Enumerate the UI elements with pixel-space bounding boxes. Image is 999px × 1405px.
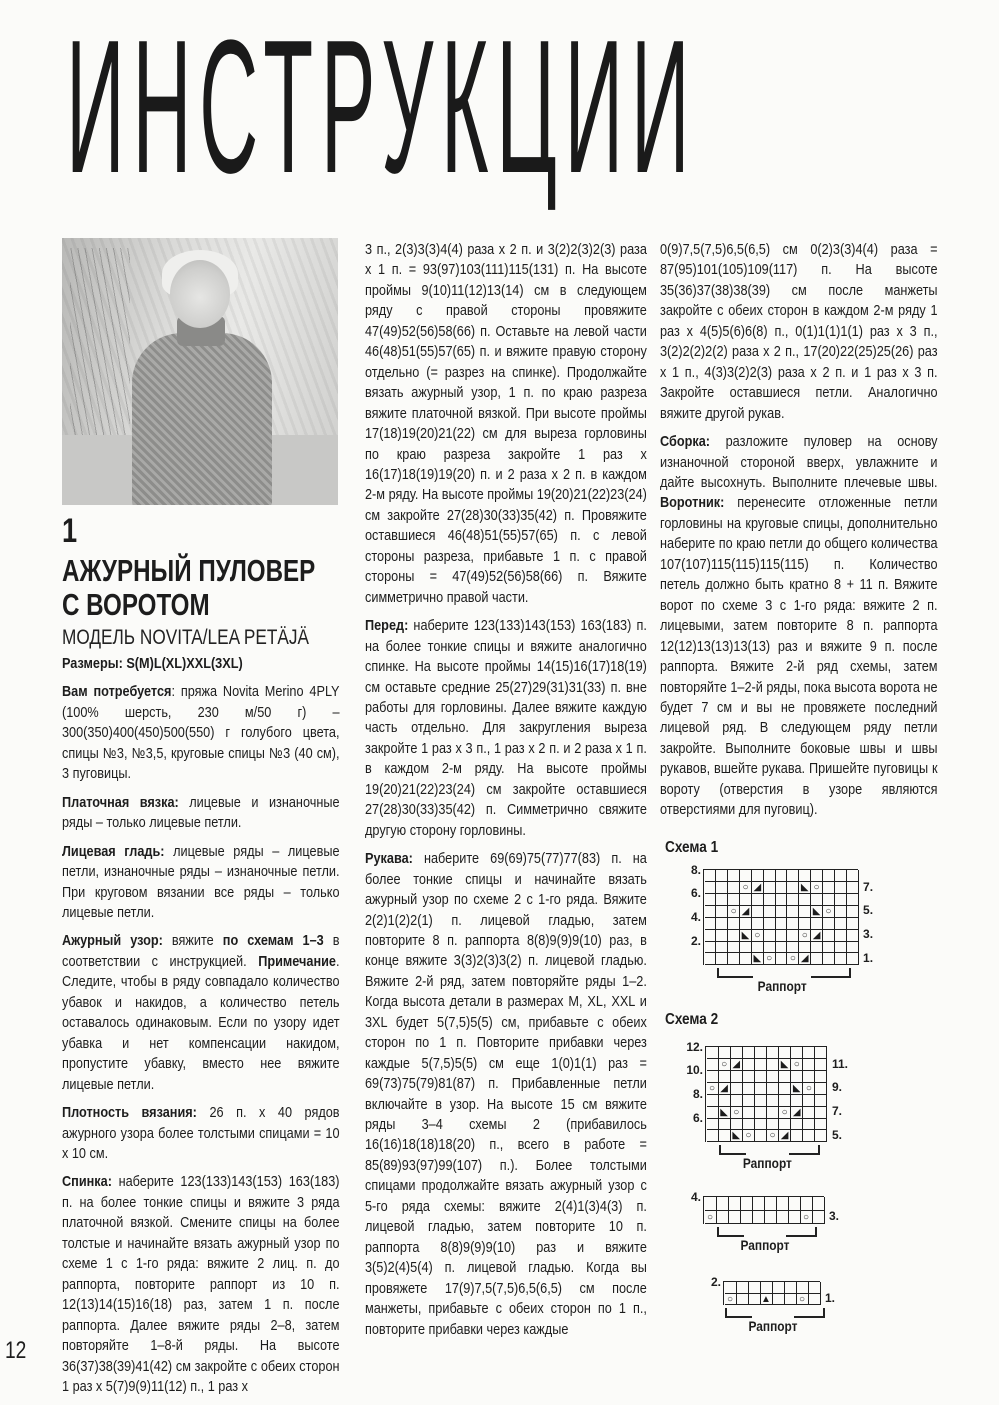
chart-cell xyxy=(752,906,764,918)
paragraph-text: в соответствии с инструкцией. xyxy=(62,933,340,970)
chart-cell xyxy=(803,1095,815,1107)
chart-cell xyxy=(719,1119,731,1131)
chart-cell xyxy=(791,1047,803,1059)
bold-term: Ажурный узор: xyxy=(62,933,163,950)
row-label: 6. xyxy=(692,1111,703,1126)
chart-cell xyxy=(752,894,764,906)
chart-cell xyxy=(731,1119,743,1131)
row-label: 10. xyxy=(686,1063,703,1078)
chart-cell xyxy=(743,1119,755,1131)
text-column-1 xyxy=(62,654,340,1405)
chart-cell xyxy=(755,1083,767,1095)
chart-cell xyxy=(823,894,835,906)
chart-cell xyxy=(705,894,717,906)
chart-cell xyxy=(755,1047,767,1059)
bold-term: Рукава: xyxy=(365,851,413,868)
bold-term: Воротник: xyxy=(660,495,725,512)
decrease-symbol: ◣ xyxy=(791,1083,803,1095)
chart-cell xyxy=(835,942,847,954)
bold-term: по схемам 1–3 xyxy=(222,933,324,950)
chart-cell xyxy=(787,882,799,894)
chart-cell xyxy=(791,1095,803,1107)
chart-cell xyxy=(789,1211,801,1225)
chart-cell xyxy=(779,1083,791,1095)
model-photo xyxy=(62,238,338,505)
chart-cell xyxy=(815,1119,827,1131)
chart-cell xyxy=(719,1071,731,1083)
chart-cell xyxy=(785,1282,797,1294)
chart-cell xyxy=(707,1119,719,1131)
row-label: 7. xyxy=(832,1104,843,1119)
chart-cell xyxy=(764,930,776,942)
chart-cell xyxy=(803,1107,815,1119)
chart-cell xyxy=(719,1095,731,1107)
chart-cell xyxy=(705,1197,717,1211)
chart-cell xyxy=(765,1211,777,1225)
bold-term: Платочная вязка: xyxy=(62,794,179,811)
chart-cell xyxy=(791,1130,803,1142)
chart-cell xyxy=(707,1095,719,1107)
chart-cell xyxy=(799,942,811,954)
chart-cell xyxy=(707,1071,719,1083)
text-column-3 xyxy=(660,240,938,829)
row-label: 5. xyxy=(832,1127,843,1142)
row-label: 5. xyxy=(863,903,874,918)
rapport-label: Раппорт xyxy=(757,977,807,994)
chart-cell xyxy=(729,1197,741,1211)
paragraph xyxy=(62,1172,340,1397)
chart-cell xyxy=(767,1119,779,1131)
chart-cell xyxy=(779,1119,791,1131)
chart-cell xyxy=(728,953,740,965)
chart-cell xyxy=(779,1047,791,1059)
yarn-over-symbol: ○ xyxy=(823,906,835,918)
model-title xyxy=(62,554,315,622)
chart-cell xyxy=(767,1107,779,1119)
chart-cell xyxy=(815,1071,827,1083)
chart-cell xyxy=(787,918,799,930)
chart-cell xyxy=(835,930,847,942)
chart-cell xyxy=(761,1282,773,1294)
chart-cell xyxy=(740,918,752,930)
chart-cell xyxy=(787,870,799,882)
model-designer: МОДЕЛЬ NOVITA/LEA PETÄJÄ xyxy=(62,626,309,649)
paragraph-text: наберите 123(133)143(153) 163(183) п. на более тонкие спицы и вяжите аналогично спинке. На высоте проймы 14(15)16(17)18(19) см оставьте средние 25(27)29(31)31(33) п. вне работы для горловины. Далее вяжите каждую часть отдельно. Для закругления выреза закройте 1 раз х 3 п., 1 раз х 2 п. и 2 раза х 1 п. в каждом 2-м ряду. На высоте проймы 19(20)21(22)23(24) см закройте оставшиеся 27(28)30(33)35(42) п. Симметрично свяжите другую сторону горловины. xyxy=(365,618,647,839)
chart-title: Схема 1 xyxy=(665,838,719,856)
row-label: 3. xyxy=(863,927,874,942)
yarn-over-symbol: ○ xyxy=(787,953,799,965)
chart-cell xyxy=(707,1107,719,1119)
yarn-over-symbol: ○ xyxy=(705,1211,717,1225)
row-label: 3. xyxy=(829,1208,840,1223)
paragraph xyxy=(365,616,647,841)
chart-cell xyxy=(737,1282,749,1294)
chart-cell xyxy=(776,930,788,942)
chart-cell xyxy=(740,953,752,965)
row-label: 7. xyxy=(863,879,874,894)
model-title-line1: АЖУРНЫЙ ПУЛОВЕР xyxy=(62,553,316,588)
paragraph-text: вяжите xyxy=(162,933,223,950)
chart-cell xyxy=(787,894,799,906)
chart-cell xyxy=(779,1095,791,1107)
chart-cell xyxy=(731,1071,743,1083)
yarn-over-symbol: ○ xyxy=(725,1294,737,1306)
chart-cell xyxy=(741,1211,753,1225)
chart-cell xyxy=(803,1130,815,1142)
chart-cell xyxy=(776,870,788,882)
paragraph xyxy=(62,682,340,784)
chart-cell xyxy=(765,1197,777,1211)
chart-cell xyxy=(717,1197,729,1211)
chart-cell xyxy=(835,953,847,965)
paragraph-text: разложите пуловер на основу изнаночной стороной вверх, увлажните и дайте высохнуть. Выполните плечевые швы. xyxy=(660,434,938,491)
chart-cell xyxy=(740,894,752,906)
chart-cell xyxy=(755,1130,767,1142)
paragraph xyxy=(62,931,340,1095)
chart-cell xyxy=(803,1119,815,1131)
chart-cell xyxy=(799,894,811,906)
chart-cell xyxy=(716,894,728,906)
yarn-over-symbol: ○ xyxy=(740,882,752,894)
paragraph-text: 26 п. х 40 рядов ажурного узора более толстыми спицами = 10 х 10 см. xyxy=(62,1105,340,1162)
chart-cell xyxy=(716,882,728,894)
chart-cell xyxy=(729,1211,741,1225)
chart-cell xyxy=(707,1047,719,1059)
row-label: 12. xyxy=(686,1039,703,1054)
decrease-symbol: ◣ xyxy=(811,906,823,918)
chart-cell xyxy=(803,1047,815,1059)
decrease-symbol: ▲ xyxy=(761,1293,771,1305)
decrease-symbol: ◢ xyxy=(752,882,764,894)
yarn-over-symbol: ○ xyxy=(803,1083,815,1095)
row-label: 1. xyxy=(863,950,874,965)
chart-cell xyxy=(728,930,740,942)
chart-cell xyxy=(787,906,799,918)
chart-cell xyxy=(749,1294,761,1306)
chart-cell xyxy=(743,1107,755,1119)
chart-cell xyxy=(767,1083,779,1095)
yarn-over-symbol: ○ xyxy=(799,930,811,942)
chart-cell xyxy=(815,1107,827,1119)
chart-cell xyxy=(776,882,788,894)
yarn-over-symbol: ○ xyxy=(811,882,823,894)
chart-cell xyxy=(705,942,717,954)
paragraph-text: . Следите, чтобы в ряду совпадало количество убавок и накидов, а количество петель оставалось одинаковым. Если по узору идет убавка и нет компенсации накидом, пропустите убавку, вместо нее вяжите лицевые петли. xyxy=(62,953,340,1093)
chart-cell xyxy=(847,953,859,965)
chart-cell xyxy=(764,882,776,894)
yarn-over-symbol: ○ xyxy=(767,1130,779,1142)
chart-cell xyxy=(815,1047,827,1059)
paragraph-text: 0(9)7,5(7,5)6,5(6,5) см 0(2)3(3)4(4) раза = 87(95)101(105)109(117) п. На высоте 35(36)37(38)38(39) см после манжеты закройте с обеих сторон в каждом 2-м ряду 1 раз х 4(5)5(6)6(8) п., 0(1)1(1)1(1) раз х 3 п., 3(2)2(2)2(2) раза х 2 п., 17(20)22(25)25(26) раз х 1 п., 4(3)3(2)2(3) раза х 2 п. и 1 раз х 3 п. Закройте оставшиеся петли. Аналогично вяжите другой рукав. xyxy=(660,242,938,422)
chart-cell xyxy=(707,1059,719,1071)
chart-cell xyxy=(764,918,776,930)
paragraph-text: наберите 69(69)75(77)77(83) п. на более тонкие спицы и начинайте вязать ажурный узор по схеме 2 с 1-го ряда. Вяжите 2(2)1(2)2(1) п. лицевой гладью, затем повторите 8 п. раппорта 8(8)9(9)9(10) раз, в конце вяжите 3(3)2(3)3(2) п. лицевой гладью. Вяжите 2-й ряд, затем повторяйте ряды 1–2. Когда высота детали в размерах M, XL, XXL и 3XL будет 5(7,5)5(5) см, прибавьте с обеих сторон по 1 п. Повторите прибавки через каждые 5(7,5)5(5) см еще 1(0)1(1) раз = 69(73)75(79)81(87) п. Прибавленные петли включайте в узор. На высоте 15 см вяжите ряды 3–4 схемы 2 (прибавилось 16(16)18(18)18(20) п., всего в работе = 85(89)93(97)99(107) п.). Более толстыми спицами продолжайте вязать ажурный узор с 5-го ряда схемы: вяжите 2(4)1(3)4(3) п. лицевой гладью, затем повторите 10 п. раппорта 8(8)9(9)9(10) раз и вяжите 3(5)2(4)5(4) п. лицевой гладью. Когда вы провяжете 17(9)7,5(7,5)6,5(6,5) см после манжеты, прибавьте с обеих сторон по 1 п., повторите прибавки через каждые xyxy=(365,851,647,1338)
decrease-symbol: ◣ xyxy=(779,1059,791,1071)
chart-cell xyxy=(743,1083,755,1095)
yarn-over-symbol: ○ xyxy=(719,1059,731,1071)
chart-cell xyxy=(811,953,823,965)
chart-cell xyxy=(716,953,728,965)
chart-cell xyxy=(752,870,764,882)
chart-cell xyxy=(823,870,835,882)
chart-cell xyxy=(791,1119,803,1131)
chart-cell xyxy=(755,1071,767,1083)
chart-cell xyxy=(753,1197,765,1211)
paragraph-text: перенесите отложенные петли горловины на круговые спицы, дополнительно наберите по краю петли до общего количества 107(107)115(115)115(115) п. Количество петель должно быть кратно 8 + 11 п. Вяжите ворот по схеме 3 с 1-го ряда: вяжите 2 п. лицевыми, затем повторите 8 п. раппорта 12(12)13(13)13(13) раз и вяжите 9 п. после раппорта. Вяжите 2-й ряд схемы, затем повторяйте 1–2-й ряды, пока высота ворота не будет 7 см и вы не провяжете последний лицевой ряд. В следующем ряду петли закройте. Выполните боковые швы и швы рукавов, вшейте рукава. Пришейте пуговицы к вороту (отверстия в узоре являются отверстиями для пуговиц). xyxy=(660,495,938,819)
decrease-symbol: ◣ xyxy=(752,953,764,965)
chart-cell xyxy=(764,894,776,906)
bold-term: Плотность вязания: xyxy=(62,1105,197,1122)
chart-cell xyxy=(731,1095,743,1107)
decrease-symbol: ◢ xyxy=(740,906,752,918)
chart-cell xyxy=(764,906,776,918)
chart-cell xyxy=(705,953,717,965)
decrease-symbol: ◢ xyxy=(799,953,811,965)
model-title-line2: С ВОРОТОМ xyxy=(62,587,210,622)
row-label: 9. xyxy=(832,1080,843,1095)
chart-cell xyxy=(743,1071,755,1083)
chart-cell xyxy=(809,1294,821,1306)
paragraph xyxy=(660,432,938,821)
page-title: ИНСТРУКЦИИ xyxy=(66,1,698,213)
chart-cell xyxy=(767,1095,779,1107)
chart-cell xyxy=(847,882,859,894)
chart-cell xyxy=(776,894,788,906)
chart-cell xyxy=(725,1282,737,1294)
chart-cell xyxy=(705,906,717,918)
chart-cell xyxy=(731,1047,743,1059)
chart-cell xyxy=(803,1059,815,1071)
chart-cell xyxy=(776,942,788,954)
chart-cell xyxy=(847,894,859,906)
chart-cell xyxy=(764,942,776,954)
chart-cell xyxy=(809,1282,821,1294)
bold-term: Примечание xyxy=(258,953,336,970)
chart-cell xyxy=(847,906,859,918)
decrease-symbol: ◢ xyxy=(791,1107,803,1119)
yarn-over-symbol: ○ xyxy=(801,1211,813,1225)
chart-cell xyxy=(823,918,835,930)
chart-cell xyxy=(779,1071,791,1083)
paragraph-text: лицевые ряды – лицевые петли, изнаночные ряды – изнаночные петли. При круговом вязании все ряды – только лицевые петли. xyxy=(62,843,340,921)
decrease-symbol: ◢ xyxy=(811,930,823,942)
chart-cell xyxy=(705,882,717,894)
chart-cell xyxy=(799,918,811,930)
bold-term: Спинка: xyxy=(62,1174,112,1191)
paragraph-text: : пряжа Novita Merino 4PLY (100% шерсть, 230 м/50 г) – 300(350)400(450)500(550) г голубого цвета, спицы №3, №3,5, круговые спицы №3 (40 см), 3 пуговицы. xyxy=(62,684,340,783)
decrease-symbol: ◢ xyxy=(731,1059,743,1071)
chart-cell xyxy=(815,1095,827,1107)
chart-cell xyxy=(787,930,799,942)
yarn-over-symbol: ○ xyxy=(731,1107,743,1119)
chart-cell xyxy=(797,1282,809,1294)
chart-cell xyxy=(705,930,717,942)
chart-cell xyxy=(716,870,728,882)
chart-cell xyxy=(823,953,835,965)
chart-cell xyxy=(705,918,717,930)
chart-cell xyxy=(728,942,740,954)
photo-sweater xyxy=(132,333,272,505)
decrease-symbol: ◢ xyxy=(719,1083,731,1095)
row-label: 11. xyxy=(832,1056,849,1071)
paragraph xyxy=(365,240,647,608)
chart-cell xyxy=(755,1059,767,1071)
rapport-label: Раппорт xyxy=(742,1154,792,1171)
chart-cell xyxy=(847,942,859,954)
chart-cell xyxy=(743,1059,755,1071)
row-label: 4. xyxy=(690,910,701,925)
page-number: 12 xyxy=(5,1337,27,1364)
chart-cell xyxy=(719,1130,731,1142)
chart-cell xyxy=(767,1071,779,1083)
chart-cell xyxy=(740,870,752,882)
yarn-over-symbol: ○ xyxy=(728,906,740,918)
chart-cell xyxy=(717,1211,729,1225)
chart-cell xyxy=(755,1095,767,1107)
rapport-label: Раппорт xyxy=(748,1317,798,1334)
chart-cell xyxy=(823,882,835,894)
chart-cell xyxy=(799,870,811,882)
chart-cell xyxy=(743,1047,755,1059)
chart-cell xyxy=(813,1197,825,1211)
chart-cell xyxy=(719,1047,731,1059)
row-label: 6. xyxy=(690,886,701,901)
row-label: 8. xyxy=(692,1087,703,1102)
chart-cell xyxy=(776,918,788,930)
chart-cell xyxy=(811,894,823,906)
chart-cell xyxy=(728,918,740,930)
chart-cell xyxy=(728,870,740,882)
paragraph-text: наберите 123(133)143(153) 163(183) п. на более тонкие спицы и вяжите 3 ряда платочной вязкой. Смените спицы на более толстые и начинайте вязать ажурный узор по схеме 1 с 1-го ряда: вяжите 2 лиц. п. до раппорта, повторите раппорт из 10 п. 12(13)14(15)16(18) раз, затем 1 п. после раппорта. Далее вяжите ряды 2–8, затем повторяйте 1–8-й ряды. На высоте 36(37)38(39)41(42) см закройте с обеих сторон 1 раз х 5(7)9(9)11(12) п., 1 раз х xyxy=(62,1174,340,1395)
chart-cell xyxy=(716,918,728,930)
chart-cell xyxy=(823,942,835,954)
chart-cell xyxy=(773,1282,785,1294)
chart-cell xyxy=(776,953,788,965)
chart-cell xyxy=(803,1071,815,1083)
chart-cell xyxy=(752,942,764,954)
chart-cell xyxy=(791,1071,803,1083)
chart-cell xyxy=(716,930,728,942)
row-label: 8. xyxy=(690,862,701,877)
chart-cell xyxy=(835,906,847,918)
decrease-symbol: ◢ xyxy=(779,1130,791,1142)
chart-cell xyxy=(785,1294,797,1306)
chart-cell xyxy=(755,1119,767,1131)
chart-cell xyxy=(705,870,717,882)
chart-cell xyxy=(776,906,788,918)
photo-face xyxy=(170,260,230,328)
chart-cell xyxy=(815,1130,827,1142)
bold-term: Размеры: S(M)L(XL)XXL(3XL) xyxy=(62,656,243,672)
yarn-over-symbol: ○ xyxy=(752,930,764,942)
paragraph xyxy=(365,849,647,1340)
decrease-symbol: ◣ xyxy=(740,930,752,942)
chart-cell xyxy=(813,1211,825,1225)
paragraph xyxy=(62,793,340,834)
chart-cell xyxy=(823,930,835,942)
chart-cell xyxy=(815,1083,827,1095)
paragraph xyxy=(62,654,340,674)
paragraph xyxy=(62,1103,340,1164)
chart-cell xyxy=(847,918,859,930)
chart-cell xyxy=(835,894,847,906)
chart-cell xyxy=(801,1197,813,1211)
chart-cell xyxy=(787,942,799,954)
chart-cell xyxy=(835,918,847,930)
chart-cell xyxy=(749,1282,761,1294)
paragraph-text: 3 п., 2(3)3(3)4(4) раза х 2 п. и 3(2)2(3)2(3) раза х 1 п. = 93(97)103(111)115(131) п. На высоте проймы 9(10)11(12)13(14) см в следующем ряду с правой стороны провяжите 47(49)52(56)58(66) п. Оставьте на левой части 46(48)51(55)57(65) п. и вяжите правую сторону отдельно (= разрез на спинке). Продолжайте вязать ажурный узор, 1 п. по краю разреза вяжите платочной вязкой. При высоте проймы 17(18)19(20)21(22) см для выреза горловины по краю разреза закройте 1 раз х 16(17)18(19)19(20) п. и 2 раза х 2 п. в каждом 2-м ряду. На высоте проймы 19(20)21(22)23(24) см закройте 27(28)30(33)35(42) п. Провяжите оставшиеся 46(48)51(55)57(65) п. с левой стороны разреза, прибавьте 1 п. с правой стороны = 47(49)52(56)58(66) п. Вяжите симметрично правой части. xyxy=(365,242,647,606)
chart-cell xyxy=(728,882,740,894)
chart-cell xyxy=(811,918,823,930)
bold-term: Сборка: xyxy=(660,434,711,451)
decrease-symbol: ◣ xyxy=(731,1130,743,1142)
row-label: 1. xyxy=(825,1290,836,1305)
text-column-2 xyxy=(365,240,647,1348)
chart-title: Схема 2 xyxy=(665,1010,719,1028)
chart-cell xyxy=(847,870,859,882)
row-label: 2. xyxy=(710,1274,721,1289)
chart-cell xyxy=(707,1130,719,1142)
chart-cell xyxy=(716,942,728,954)
model-number: 1 xyxy=(62,512,78,550)
chart-cell xyxy=(728,894,740,906)
chart-cell xyxy=(767,1059,779,1071)
chart-cell xyxy=(755,1107,767,1119)
decrease-symbol: ◣ xyxy=(719,1107,731,1119)
chart-cell xyxy=(737,1294,749,1306)
chart-cell xyxy=(811,870,823,882)
decrease-symbol: ◣ xyxy=(799,882,811,894)
row-label: 4. xyxy=(690,1189,701,1204)
chart-cell xyxy=(764,870,776,882)
paragraph-text: лицевые и изнаночные ряды – только лицевые петли. xyxy=(62,794,340,832)
chart-cell xyxy=(815,1059,827,1071)
paragraph xyxy=(62,842,340,924)
bold-term: Вам потребуется xyxy=(62,684,172,701)
chart-cell xyxy=(835,870,847,882)
chart-cell xyxy=(731,1083,743,1095)
yarn-over-symbol: ○ xyxy=(764,953,776,965)
chart-cell xyxy=(777,1197,789,1211)
yarn-over-symbol: ○ xyxy=(779,1107,791,1119)
yarn-over-symbol: ○ xyxy=(743,1130,755,1142)
chart-cell xyxy=(789,1197,801,1211)
rapport-label: Раппорт xyxy=(740,1236,790,1253)
chart-cell xyxy=(752,918,764,930)
chart-cell xyxy=(741,1197,753,1211)
chart-cell xyxy=(743,1095,755,1107)
row-label: 2. xyxy=(690,934,701,949)
yarn-over-symbol: ○ xyxy=(791,1059,803,1071)
chart-cell xyxy=(799,906,811,918)
chart-cell xyxy=(753,1211,765,1225)
chart-cell xyxy=(847,930,859,942)
chart-cell xyxy=(777,1211,789,1225)
paragraph xyxy=(660,240,938,424)
yarn-over-symbol: ○ xyxy=(797,1294,809,1306)
chart-cell xyxy=(767,1047,779,1059)
chart-cell xyxy=(773,1294,785,1306)
chart-cell xyxy=(811,942,823,954)
chart-cell xyxy=(835,882,847,894)
photo-plant xyxy=(70,248,130,448)
bold-term: Лицевая гладь: xyxy=(62,843,165,860)
chart-cell xyxy=(740,942,752,954)
bold-term: Перед: xyxy=(365,618,409,635)
chart-cell xyxy=(716,906,728,918)
yarn-over-symbol: ○ xyxy=(707,1083,719,1095)
